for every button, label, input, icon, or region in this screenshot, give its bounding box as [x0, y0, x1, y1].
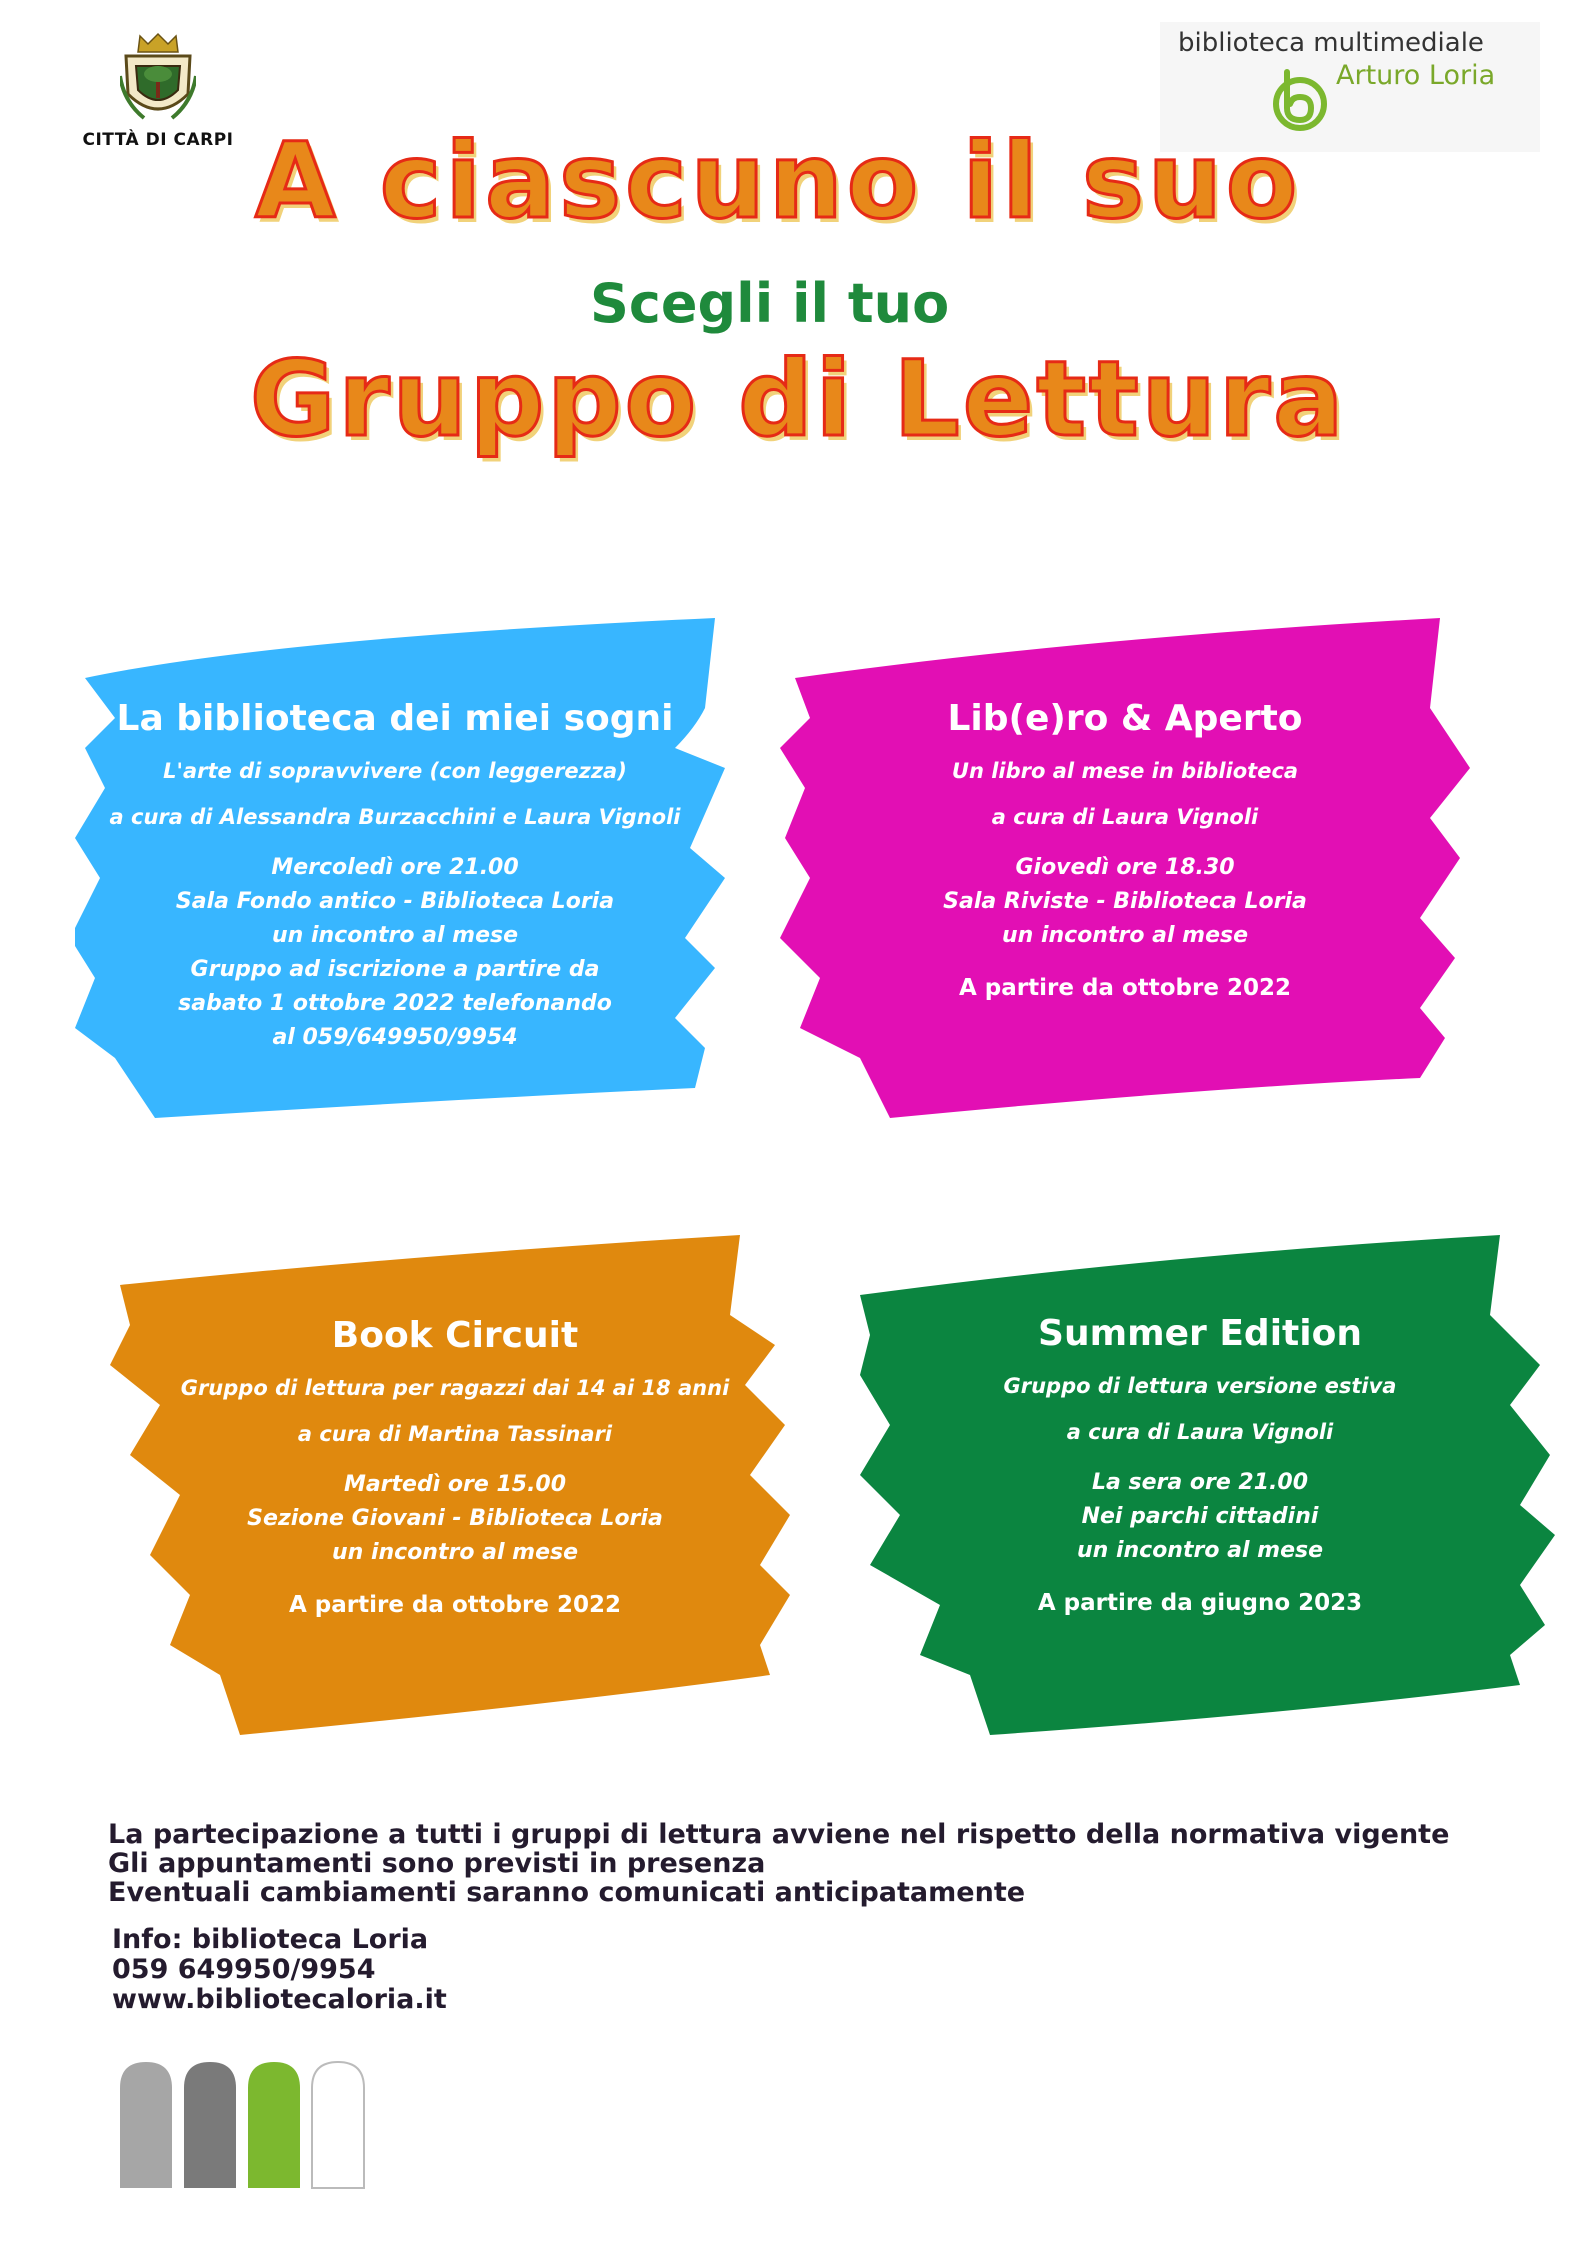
library-subname: Arturo Loria: [1336, 60, 1496, 91]
card-detail: sabato 1 ottobre 2022 telefonando: [178, 991, 612, 1016]
group-title: Gruppo di Lettura: [250, 338, 1347, 460]
card-detail: un incontro al mese: [331, 1540, 579, 1565]
card-start-date: A partire da ottobre 2022: [959, 975, 1291, 1001]
note-line: La partecipazione a tutti i gruppi di lettura avviene nel rispetto della normativa vigente: [108, 1819, 1450, 1850]
card-heading: Summer Edition: [1038, 1313, 1362, 1354]
card-curator: a cura di Alessandra Burzacchini e Laura Vignoli: [109, 805, 681, 829]
participation-notes: [108, 1820, 1449, 1907]
card-detail: Giovedì ore 18.30: [1015, 855, 1235, 880]
reading-group-card-libero-aperto: [780, 618, 1470, 1128]
card-detail: Sezione Giovani - Biblioteca Loria: [247, 1506, 663, 1531]
card-heading: La biblioteca dei miei sogni: [116, 698, 674, 739]
card-detail: Mercoledì ore 21.00: [271, 855, 519, 880]
city-crest-icon: [120, 32, 196, 128]
info-title: Info: biblioteca Loria: [112, 1924, 429, 1955]
info-website[interactable]: www.bibliotecaloria.it: [112, 1984, 447, 2015]
city-name: CITTÀ DI CARPI: [82, 130, 234, 150]
card-curator: a cura di Laura Vignoli: [991, 805, 1259, 829]
card-start-date: A partire da giugno 2023: [1037, 1590, 1363, 1616]
card-detail: Martedì ore 15.00: [343, 1472, 567, 1497]
card-detail: Sala Fondo antico - Biblioteca Loria: [175, 889, 615, 914]
contact-info: [112, 1925, 447, 2015]
decorative-arches-icon: [118, 2060, 378, 2190]
card-heading: Book Circuit: [331, 1315, 579, 1356]
note-line: Eventuali cambiamenti saranno comunicati anticipatamente: [108, 1877, 1026, 1908]
library-name: biblioteca multimediale: [1178, 28, 1484, 58]
subtitle: Scegli il tuo: [590, 272, 950, 335]
main-title: A ciascuno il suo: [255, 120, 1302, 242]
card-detail: un incontro al mese: [1001, 923, 1249, 948]
card-curator: a cura di Martina Tassinari: [297, 1422, 613, 1446]
card-detail: al 059/649950/9954: [272, 1025, 518, 1050]
note-line: Gli appuntamenti sono previsti in presenza: [108, 1848, 766, 1879]
card-start-date: A partire da ottobre 2022: [289, 1592, 621, 1618]
card-detail: Gruppo ad iscrizione a partire da: [190, 957, 600, 982]
card-curator: a cura di Laura Vignoli: [1066, 1420, 1334, 1444]
card-detail: un incontro al mese: [1076, 1538, 1324, 1563]
card-subtitle: L'arte di sopravvivere (con leggerezza): [163, 759, 627, 783]
info-phone: 059 649950/9954: [112, 1954, 376, 1985]
card-detail: un incontro al mese: [271, 923, 519, 948]
card-heading: Lib(e)ro & Aperto: [947, 698, 1303, 739]
card-subtitle: Gruppo di lettura per ragazzi dai 14 ai 18 anni: [180, 1376, 730, 1400]
card-detail: La sera ore 21.00: [1091, 1470, 1309, 1495]
card-subtitle: Un libro al mese in biblioteca: [951, 759, 1299, 783]
reading-group-card-summer-edition: [860, 1235, 1560, 1745]
reading-group-card-book-circuit: [110, 1235, 800, 1745]
reading-group-card-dream-library: [75, 618, 725, 1128]
city-logo: [68, 32, 248, 162]
card-detail: Sala Riviste - Biblioteca Loria: [943, 889, 1307, 914]
card-subtitle: Gruppo di lettura versione estiva: [1003, 1374, 1397, 1398]
card-detail: Nei parchi cittadini: [1081, 1504, 1319, 1529]
